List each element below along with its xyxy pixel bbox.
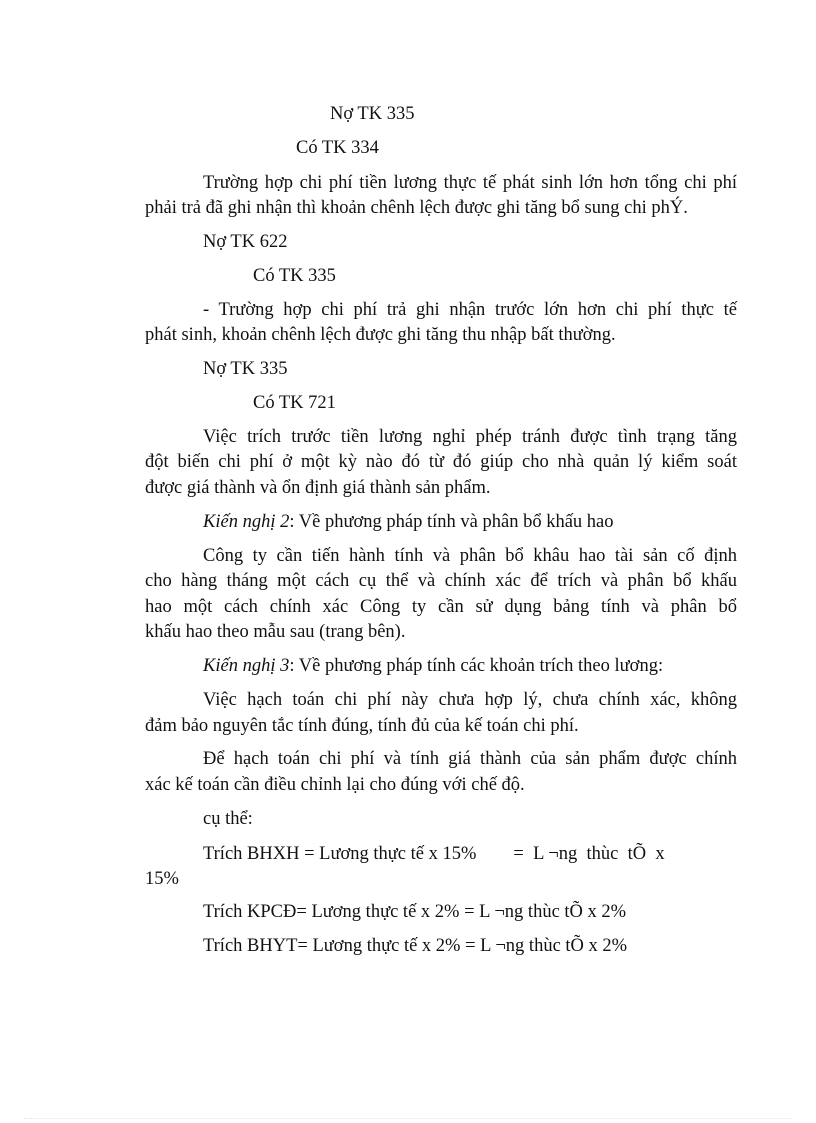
paragraph-line: được giá thành và ổn định giá thành sản phẩm. [145, 478, 491, 498]
recommendation-label: Kiến nghị 2 [203, 512, 290, 532]
formula-bhyt: Trích BHYT= Lương thực tế x 2% = L ¬ng thùc tÕ x 2% [203, 936, 628, 956]
paragraph-line: cho hàng tháng một cách cụ thể và chính xác để trích và phân bổ khấu [145, 571, 737, 591]
paragraph-line: phải trả đã ghi nhận thì khoản chênh lệch được ghi tăng bổ sung chi phÝ. [145, 198, 688, 218]
entry-no-335: Nợ TK 335 [330, 104, 415, 124]
paragraph-line: đảm bảo nguyên tắc tính đúng, tính đủ của kế toán chi phí. [145, 716, 579, 736]
recommendation-3-heading [203, 655, 663, 677]
paragraph-line: phát sinh, khoản chênh lệch được ghi tăng thu nhập bất thường. [145, 325, 616, 345]
formula-bhxh-cont: 15% [145, 869, 179, 889]
paragraph-line: Việc hạch toán chi phí này chưa hợp lý, chưa chính xác, không [203, 690, 737, 710]
paragraph-line: - Trường hợp chi phí trả ghi nhận trước lớn hơn chi phí thực tế [203, 300, 737, 320]
paragraph-line: hao một cách chính xác Công ty cần sử dụng bảng tính và phân bổ [145, 597, 737, 617]
paragraph-line: Trường hợp chi phí tiền lương thực tế phát sinh lớn hơn tổng chi phí [203, 173, 737, 193]
paragraph-line: Để hạch toán chi phí và tính giá thành của sản phẩm được chính [203, 749, 737, 769]
entry-co-334: Có TK 334 [296, 138, 379, 158]
recommendation-2-heading [203, 511, 614, 533]
paragraph-line: đột biến chi phí ở một kỳ nào đó từ đó giúp cho nhà quản lý kiểm soát [145, 452, 737, 472]
recommendation-text: : Về phương pháp tính và phân bổ khấu hao [289, 512, 614, 532]
specifically-label: cụ thể: [203, 809, 253, 829]
formula-bhxh [203, 843, 665, 865]
entry-co-721: Có TK 721 [253, 393, 336, 413]
entry-no-335: Nợ TK 335 [203, 359, 288, 379]
paragraph-line: Công ty cần tiến hành tính và phân bổ khâu hao tài sản cố định [203, 546, 737, 566]
formula-text: Trích BHXH = Lương thực tế x 15% = L ¬ng thùc tÕ x [203, 844, 665, 864]
formula-kpcd: Trích KPCĐ= Lương thực tế x 2% = L ¬ng thùc tÕ x 2% [203, 902, 627, 922]
entry-co-335: Có TK 335 [253, 266, 336, 286]
paragraph-line: Việc trích trước tiền lương nghỉ phép tránh được tình trạng tăng [203, 427, 737, 447]
recommendation-text: : Về phương pháp tính các khoản trích theo lương: [289, 656, 664, 676]
paragraph-line: xác kế toán cần điều chỉnh lại cho đúng với chế độ. [145, 775, 525, 795]
paragraph-line: khấu hao theo mẫu sau (trang bên). [145, 622, 406, 642]
entry-no-622: Nợ TK 622 [203, 232, 288, 252]
recommendation-label: Kiến nghị 3 [203, 656, 290, 676]
page-bottom-divider [24, 1118, 792, 1119]
